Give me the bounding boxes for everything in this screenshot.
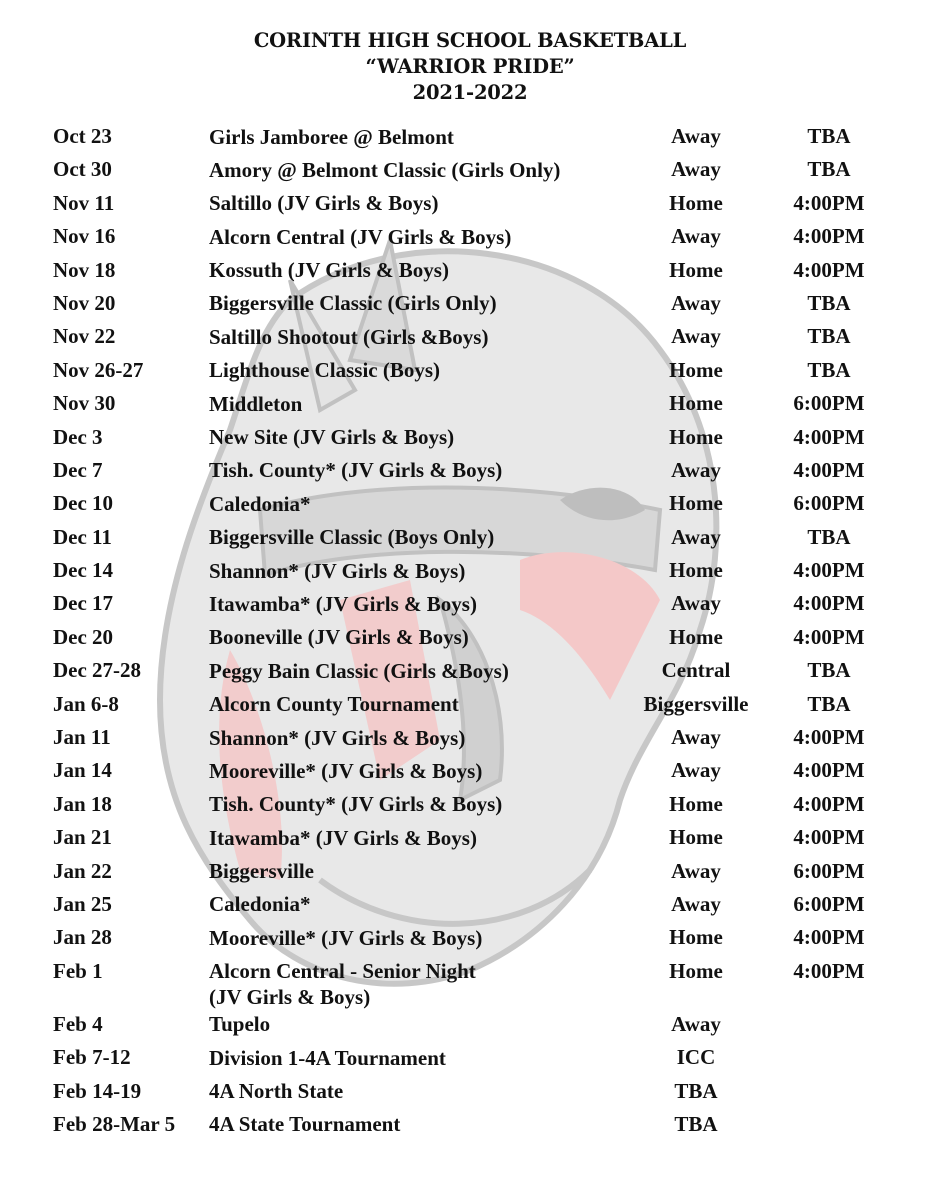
header-school-title: CORINTH HIGH SCHOOL BASKETBALL	[253, 29, 687, 52]
game-location: Away	[671, 290, 721, 315]
game-opponent-line: Saltillo (JV Girls & Boys)	[209, 191, 439, 216]
game-date: Dec 3	[53, 424, 103, 449]
game-date: Jan 14	[53, 758, 112, 783]
game-opponent-line: Amory @ Belmont Classic (Girls Only)	[209, 157, 561, 182]
game-opponent-line: Caledonia*	[209, 491, 311, 516]
game-location: Home	[669, 257, 723, 282]
game-time: 4:00PM	[793, 758, 865, 783]
game-opponent-line: New Site (JV Girls & Boys)	[209, 425, 455, 450]
game-opponent-line: Alcorn Central (JV Girls & Boys)	[209, 224, 512, 249]
game-time: 4:00PM	[793, 558, 865, 583]
game-time: TBA	[807, 658, 851, 683]
game-time: 4:00PM	[793, 725, 865, 750]
schedule-row	[0, 554, 940, 587]
schedule-row	[0, 688, 940, 721]
game-location: Home	[669, 958, 723, 983]
game-date: Nov 26-27	[53, 357, 144, 382]
game-opponent-line: Girls Jamboree @ Belmont	[209, 124, 454, 149]
game-time: 4:00PM	[793, 257, 865, 282]
game-date: Jan 25	[53, 891, 112, 916]
game-location: Home	[669, 424, 723, 449]
game-opponent	[209, 491, 311, 517]
game-opponent	[209, 457, 502, 483]
game-date: Jan 28	[53, 925, 112, 950]
schedule-table	[0, 120, 940, 1141]
schedule-row	[0, 187, 940, 220]
game-date: Dec 17	[53, 591, 114, 616]
game-opponent	[209, 1111, 400, 1137]
game-date: Nov 11	[53, 190, 115, 215]
game-time: 6:00PM	[793, 491, 865, 516]
game-time: 4:00PM	[793, 591, 865, 616]
game-opponent	[209, 257, 449, 283]
game-time: 4:00PM	[793, 224, 865, 249]
game-opponent-line: Tish. County* (JV Girls & Boys)	[209, 792, 503, 817]
game-date: Dec 11	[53, 524, 112, 549]
game-date: Feb 28-Mar 5	[53, 1111, 176, 1136]
schedule-row	[0, 387, 940, 420]
game-opponent	[209, 925, 482, 951]
game-location: Home	[669, 357, 723, 382]
game-date: Feb 14-19	[53, 1078, 142, 1103]
game-date: Feb 7-12	[53, 1045, 131, 1070]
schedule-row	[0, 153, 940, 186]
game-time: 4:00PM	[793, 624, 865, 649]
game-opponent	[209, 1045, 446, 1071]
schedule-row	[0, 320, 940, 353]
schedule-row	[0, 721, 940, 754]
game-opponent	[209, 691, 459, 717]
schedule-row	[0, 1041, 940, 1074]
game-opponent-line: Shannon* (JV Girls & Boys)	[209, 725, 466, 750]
game-opponent	[209, 224, 511, 250]
schedule-row	[0, 1075, 940, 1108]
game-location: Home	[669, 825, 723, 850]
schedule-row	[0, 855, 940, 888]
game-time: 4:00PM	[793, 190, 865, 215]
game-time: 4:00PM	[793, 958, 865, 983]
game-opponent	[209, 157, 560, 183]
game-opponent	[209, 858, 314, 884]
game-opponent	[209, 725, 465, 751]
game-location: Home	[669, 791, 723, 816]
game-opponent-line: 4A North State	[209, 1079, 344, 1104]
game-date: Jan 6-8	[53, 691, 119, 716]
schedule-row	[0, 254, 940, 287]
schedule-row	[0, 1008, 940, 1041]
game-location: Away	[671, 224, 721, 249]
game-date: Oct 23	[53, 124, 112, 148]
game-opponent	[209, 290, 497, 316]
game-location: Away	[671, 858, 721, 883]
game-time: 6:00PM	[793, 391, 865, 416]
schedule-row	[0, 754, 940, 787]
game-location: Home	[669, 925, 723, 950]
game-time: 6:00PM	[793, 891, 865, 916]
game-location: Home	[669, 391, 723, 416]
game-date: Jan 18	[53, 791, 112, 816]
game-opponent-line: Caledonia*	[209, 892, 311, 917]
game-time: TBA	[807, 157, 851, 182]
schedule-row	[0, 354, 940, 387]
game-opponent	[209, 791, 502, 817]
game-date: Nov 22	[53, 324, 116, 349]
game-opponent	[209, 958, 476, 1010]
game-opponent	[209, 658, 509, 684]
game-time: 6:00PM	[793, 858, 865, 883]
game-opponent	[209, 891, 311, 917]
game-time: TBA	[807, 357, 851, 382]
schedule-row	[0, 120, 940, 153]
game-opponent-line: Biggersville	[209, 859, 314, 884]
schedule-row	[0, 287, 940, 320]
game-opponent-line: Mooreville* (JV Girls & Boys)	[209, 758, 483, 783]
game-location: Home	[669, 190, 723, 215]
game-opponent-line: 4A State Tournament	[209, 1112, 401, 1137]
game-location: Away	[671, 524, 721, 549]
game-time: TBA	[807, 324, 851, 349]
game-location: TBA	[674, 1078, 718, 1103]
game-opponent	[209, 825, 477, 851]
game-opponent-line: Alcorn Central - Senior Night	[209, 959, 476, 984]
game-opponent	[209, 558, 465, 584]
header-season: 2021-2022	[412, 81, 528, 104]
game-opponent-line: Tupelo	[209, 1012, 271, 1037]
game-date: Nov 20	[53, 290, 116, 315]
game-location: Away	[671, 758, 721, 783]
game-opponent-line: Itawamba* (JV Girls & Boys)	[209, 591, 477, 616]
game-date: Dec 7	[53, 457, 103, 482]
schedule-row	[0, 821, 940, 854]
schedule-row	[0, 487, 940, 520]
game-location: Biggersville	[643, 691, 749, 716]
game-time: TBA	[807, 124, 851, 148]
schedule-row	[0, 521, 940, 554]
schedule-row	[0, 788, 940, 821]
game-opponent	[209, 324, 488, 350]
game-location: Away	[671, 591, 721, 616]
game-opponent-line: Mooreville* (JV Girls & Boys)	[209, 925, 483, 950]
game-opponent	[209, 624, 469, 650]
game-date: Nov 30	[53, 391, 116, 416]
game-date: Feb 4	[53, 1011, 103, 1036]
game-opponent-line: Saltillo Shootout (Girls &Boys)	[209, 324, 489, 349]
game-date: Nov 16	[53, 224, 116, 249]
game-date: Nov 18	[53, 257, 116, 282]
game-time: TBA	[807, 290, 851, 315]
game-date: Jan 21	[53, 825, 112, 850]
game-location: Away	[671, 725, 721, 750]
game-time: TBA	[807, 691, 851, 716]
game-opponent	[209, 424, 454, 450]
game-date: Feb 1	[53, 958, 103, 983]
game-location: Away	[671, 891, 721, 916]
game-opponent	[209, 357, 440, 383]
game-location: TBA	[674, 1111, 718, 1136]
game-date: Jan 22	[53, 858, 112, 883]
game-location: Away	[671, 124, 721, 148]
game-time: 4:00PM	[793, 825, 865, 850]
game-time: 4:00PM	[793, 457, 865, 482]
game-time: TBA	[807, 524, 851, 549]
game-location: Home	[669, 624, 723, 649]
game-opponent-line: Biggersville Classic (Girls Only)	[209, 291, 497, 316]
schedule-row	[0, 421, 940, 454]
game-opponent	[209, 591, 477, 617]
game-location: Away	[671, 324, 721, 349]
game-location: Central	[661, 658, 731, 683]
game-time: 4:00PM	[793, 791, 865, 816]
game-location: Home	[669, 558, 723, 583]
schedule-row	[0, 220, 940, 253]
schedule-row	[0, 621, 940, 654]
game-date: Oct 30	[53, 157, 112, 182]
header-team-motto: “WARRIOR PRIDE”	[365, 55, 575, 78]
game-location: Away	[671, 1011, 721, 1036]
game-opponent	[209, 124, 454, 150]
schedule-row	[0, 921, 940, 954]
game-opponent-line: Lighthouse Classic (Boys)	[209, 358, 441, 383]
schedule-row	[0, 587, 940, 620]
game-date: Dec 14	[53, 558, 114, 583]
game-opponent-line: Shannon* (JV Girls & Boys)	[209, 558, 466, 583]
game-opponent-line: Kossuth (JV Girls & Boys)	[209, 258, 449, 283]
schedule-row	[0, 1108, 940, 1141]
game-location: Away	[671, 157, 721, 182]
game-opponent-line: Division 1-4A Tournament	[209, 1045, 446, 1070]
document-header	[0, 28, 940, 106]
game-location: Away	[671, 457, 721, 482]
game-opponent	[209, 190, 438, 216]
game-date: Dec 20	[53, 624, 114, 649]
game-opponent-line: Booneville (JV Girls & Boys)	[209, 625, 469, 650]
game-opponent	[209, 524, 494, 550]
schedule-row	[0, 654, 940, 687]
game-opponent-line: Biggersville Classic (Boys Only)	[209, 525, 495, 550]
schedule-row	[0, 888, 940, 921]
game-opponent-line: Itawamba* (JV Girls & Boys)	[209, 825, 477, 850]
game-opponent-line: Alcorn County Tournament	[209, 692, 459, 717]
game-opponent	[209, 758, 482, 784]
game-date: Dec 27-28	[53, 658, 142, 683]
game-time: 4:00PM	[793, 424, 865, 449]
schedule-row	[0, 955, 940, 1008]
game-location: Home	[669, 491, 723, 516]
game-opponent	[209, 1011, 270, 1037]
schedule-row	[0, 454, 940, 487]
game-opponent	[209, 1078, 343, 1104]
game-location: ICC	[676, 1045, 716, 1070]
game-time: 4:00PM	[793, 925, 865, 950]
game-opponent-line: Peggy Bain Classic (Girls &Boys)	[209, 658, 509, 683]
game-date: Dec 10	[53, 491, 114, 516]
game-opponent-line-2: (JV Girls & Boys)	[209, 985, 371, 1010]
game-opponent-line: Tish. County* (JV Girls & Boys)	[209, 458, 503, 483]
game-opponent	[209, 391, 302, 417]
game-date: Jan 11	[53, 725, 111, 750]
game-opponent-line: Middleton	[209, 391, 303, 416]
